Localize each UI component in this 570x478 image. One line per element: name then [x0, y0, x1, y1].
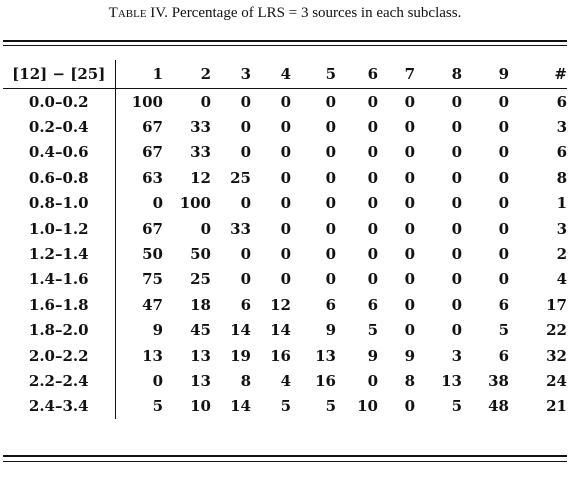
table-cell: 0: [498, 194, 509, 213]
data-table-container: [3, 60, 567, 419]
table-cell: 9: [325, 321, 336, 340]
table-row: [3, 140, 567, 165]
column-header: #: [554, 65, 567, 83]
table-cell: 0: [240, 143, 251, 162]
table-cell: 14: [230, 397, 251, 416]
table-cell: 0: [367, 118, 378, 137]
table-cell: 0: [280, 168, 291, 187]
data-table: [3, 60, 567, 419]
table-cell: 33: [190, 143, 211, 162]
row-label: 1.6–1.8: [3, 292, 115, 317]
table-cell: 0: [367, 270, 378, 289]
table-cell: 14: [230, 321, 251, 340]
table-cell: 0: [280, 92, 291, 111]
table-cell: 0: [280, 118, 291, 137]
table-cell: 0: [240, 92, 251, 111]
row-label: 1.2–1.4: [3, 241, 115, 266]
table-cell: 10: [190, 397, 211, 416]
table-cell: 13: [190, 346, 211, 365]
table-cell: 25: [190, 270, 211, 289]
table-cell: 6: [556, 143, 567, 162]
row-label: 0.4–0.6: [3, 140, 115, 165]
table-cell: 0: [451, 295, 462, 314]
table-cell: 45: [190, 321, 211, 340]
table-cell: 19: [230, 346, 251, 365]
table-cell: 0: [404, 219, 415, 238]
table-cell: 0: [367, 92, 378, 111]
column-header: 1: [152, 65, 163, 83]
column-header: 7: [404, 65, 415, 83]
table-cell: 13: [142, 346, 163, 365]
table-row: [3, 318, 567, 343]
table-cell: 0: [404, 270, 415, 289]
table-cell: 0: [451, 245, 462, 264]
table-cell: 5: [367, 321, 378, 340]
column-header: 8: [451, 65, 462, 83]
table-cell: 0: [451, 321, 462, 340]
bottom-rule-1: [3, 455, 567, 457]
table-cell: 21: [546, 397, 567, 416]
table-cell: 0: [404, 168, 415, 187]
table-row: [3, 343, 567, 368]
table-cell: 75: [142, 270, 163, 289]
row-label: 0.2–0.4: [3, 114, 115, 139]
table-row: [3, 216, 567, 241]
table-cell: 0: [367, 245, 378, 264]
table-cell: 0: [404, 321, 415, 340]
row-label: 2.4–3.4: [3, 394, 115, 419]
row-label: 1.4–1.6: [3, 267, 115, 292]
table-cell: 67: [142, 143, 163, 162]
table-cell: 5: [325, 397, 336, 416]
column-header: 9: [498, 65, 509, 83]
table-cell: 3: [451, 346, 462, 365]
table-cell: 0: [240, 270, 251, 289]
table-cell: 6: [240, 295, 251, 314]
table-cell: 12: [270, 295, 291, 314]
table-cell: 0: [240, 245, 251, 264]
table-cell: 0: [280, 270, 291, 289]
table-cell: 0: [451, 143, 462, 162]
table-cell: 0: [451, 168, 462, 187]
table-row: [3, 241, 567, 266]
table-cell: 0: [451, 270, 462, 289]
table-cell: 3: [556, 219, 567, 238]
corner-header: [12] − [25]: [3, 60, 115, 89]
table-cell: 0: [367, 219, 378, 238]
table-row: [3, 394, 567, 419]
row-label: 0.0–0.2: [3, 89, 115, 115]
table-row: [3, 191, 567, 216]
table-cell: 0: [240, 194, 251, 213]
table-cell: 33: [230, 219, 251, 238]
table-cell: 18: [190, 295, 211, 314]
column-header: 5: [325, 65, 336, 83]
bottom-rule-2: [3, 461, 567, 462]
table-cell: 0: [280, 143, 291, 162]
table-cell: 0: [404, 245, 415, 264]
table-cell: 0: [498, 219, 509, 238]
table-cell: 8: [556, 168, 567, 187]
table-cell: 0: [404, 118, 415, 137]
table-cell: 0: [367, 371, 378, 390]
column-header: 6: [367, 65, 378, 83]
column-header: 3: [240, 65, 251, 83]
table-cell: 0: [367, 194, 378, 213]
table-cell: 100: [179, 194, 211, 213]
table-cell: 67: [142, 219, 163, 238]
table-cell: 0: [498, 245, 509, 264]
table-cell: 0: [404, 397, 415, 416]
top-rule-1: [3, 40, 567, 42]
table-cell: 6: [325, 295, 336, 314]
table-cell: 48: [488, 397, 509, 416]
table-cell: 10: [357, 397, 378, 416]
table-cell: 0: [498, 92, 509, 111]
table-cell: 5: [280, 397, 291, 416]
table-cell: 14: [270, 321, 291, 340]
table-cell: 24: [546, 371, 567, 390]
table-cell: 0: [280, 194, 291, 213]
table-cell: 5: [451, 397, 462, 416]
table-cell: 13: [315, 346, 336, 365]
table-cell: 0: [451, 92, 462, 111]
table-cell: 25: [230, 168, 251, 187]
table-cell: 8: [240, 371, 251, 390]
column-header: 4: [280, 65, 291, 83]
table-cell: 0: [200, 92, 211, 111]
table-cell: 0: [404, 194, 415, 213]
table-cell: 0: [152, 194, 163, 213]
row-label: 1.0–1.2: [3, 216, 115, 241]
table-cell: 5: [152, 397, 163, 416]
table-cell: 0: [367, 143, 378, 162]
table-cell: 0: [280, 219, 291, 238]
table-cell: 9: [367, 346, 378, 365]
table-caption-label: Table IV.: [108, 5, 168, 21]
table-cell: 0: [325, 118, 336, 137]
table-cell: 0: [325, 168, 336, 187]
table-cell: 0: [367, 168, 378, 187]
table-cell: 0: [404, 295, 415, 314]
table-cell: 16: [270, 346, 291, 365]
table-cell: 0: [451, 118, 462, 137]
table-cell: 6: [556, 92, 567, 111]
table-row: [3, 267, 567, 292]
table-body: [3, 89, 567, 420]
table-cell: 0: [404, 143, 415, 162]
table-cell: 9: [152, 321, 163, 340]
table-row: [3, 114, 567, 139]
table-cell: 13: [190, 371, 211, 390]
table-cell: 9: [404, 346, 415, 365]
table-cell: 0: [325, 92, 336, 111]
table-cell: 17: [546, 295, 567, 314]
table-row: [3, 89, 567, 115]
table-cell: 0: [325, 245, 336, 264]
column-header: 2: [200, 65, 211, 83]
top-rule-2: [3, 45, 567, 46]
table-cell: 67: [142, 118, 163, 137]
row-label: 0.8–1.0: [3, 191, 115, 216]
table-cell: 6: [498, 346, 509, 365]
table-cell: 0: [325, 270, 336, 289]
table-cell: 0: [280, 245, 291, 264]
table-row: [3, 165, 567, 190]
table-cell: 47: [142, 295, 163, 314]
table-cell: 0: [325, 219, 336, 238]
table-cell: 0: [404, 92, 415, 111]
header-row: [3, 60, 567, 89]
table-row: [3, 292, 567, 317]
table-cell: 0: [498, 143, 509, 162]
table-cell: 3: [556, 118, 567, 137]
table-cell: 16: [315, 371, 336, 390]
row-label: 0.6–0.8: [3, 165, 115, 190]
table-cell: 0: [325, 194, 336, 213]
row-label: 2.2–2.4: [3, 368, 115, 393]
table-cell: 13: [441, 371, 462, 390]
table-cell: 12: [190, 168, 211, 187]
table-cell: 63: [142, 168, 163, 187]
table-cell: 22: [546, 321, 567, 340]
table-cell: 0: [200, 219, 211, 238]
table-cell: 4: [280, 371, 291, 390]
table-cell: 100: [131, 92, 163, 111]
table-cell: 6: [367, 295, 378, 314]
table-cell: 1: [556, 194, 567, 213]
table-caption-text: Percentage of LRS = 3 sources in each subclass.: [171, 5, 462, 21]
table-cell: 0: [325, 143, 336, 162]
table-cell: 33: [190, 118, 211, 137]
table-cell: 8: [404, 371, 415, 390]
table-cell: 50: [190, 245, 211, 264]
table-cell: 0: [498, 168, 509, 187]
table-cell: 0: [240, 118, 251, 137]
table-cell: 6: [498, 295, 509, 314]
table-cell: 0: [451, 194, 462, 213]
table-cell: 0: [498, 118, 509, 137]
table-cell: 0: [498, 270, 509, 289]
table-cell: 0: [152, 371, 163, 390]
row-label: 1.8–2.0: [3, 318, 115, 343]
table-cell: 5: [498, 321, 509, 340]
table-cell: 0: [451, 219, 462, 238]
table-cell: 38: [488, 371, 509, 390]
table-cell: 32: [546, 346, 567, 365]
table-cell: 4: [556, 270, 567, 289]
table-cell: 50: [142, 245, 163, 264]
table-row: [3, 368, 567, 393]
row-label: 2.0–2.2: [3, 343, 115, 368]
table-caption: [0, 5, 570, 22]
table-cell: 2: [556, 245, 567, 264]
